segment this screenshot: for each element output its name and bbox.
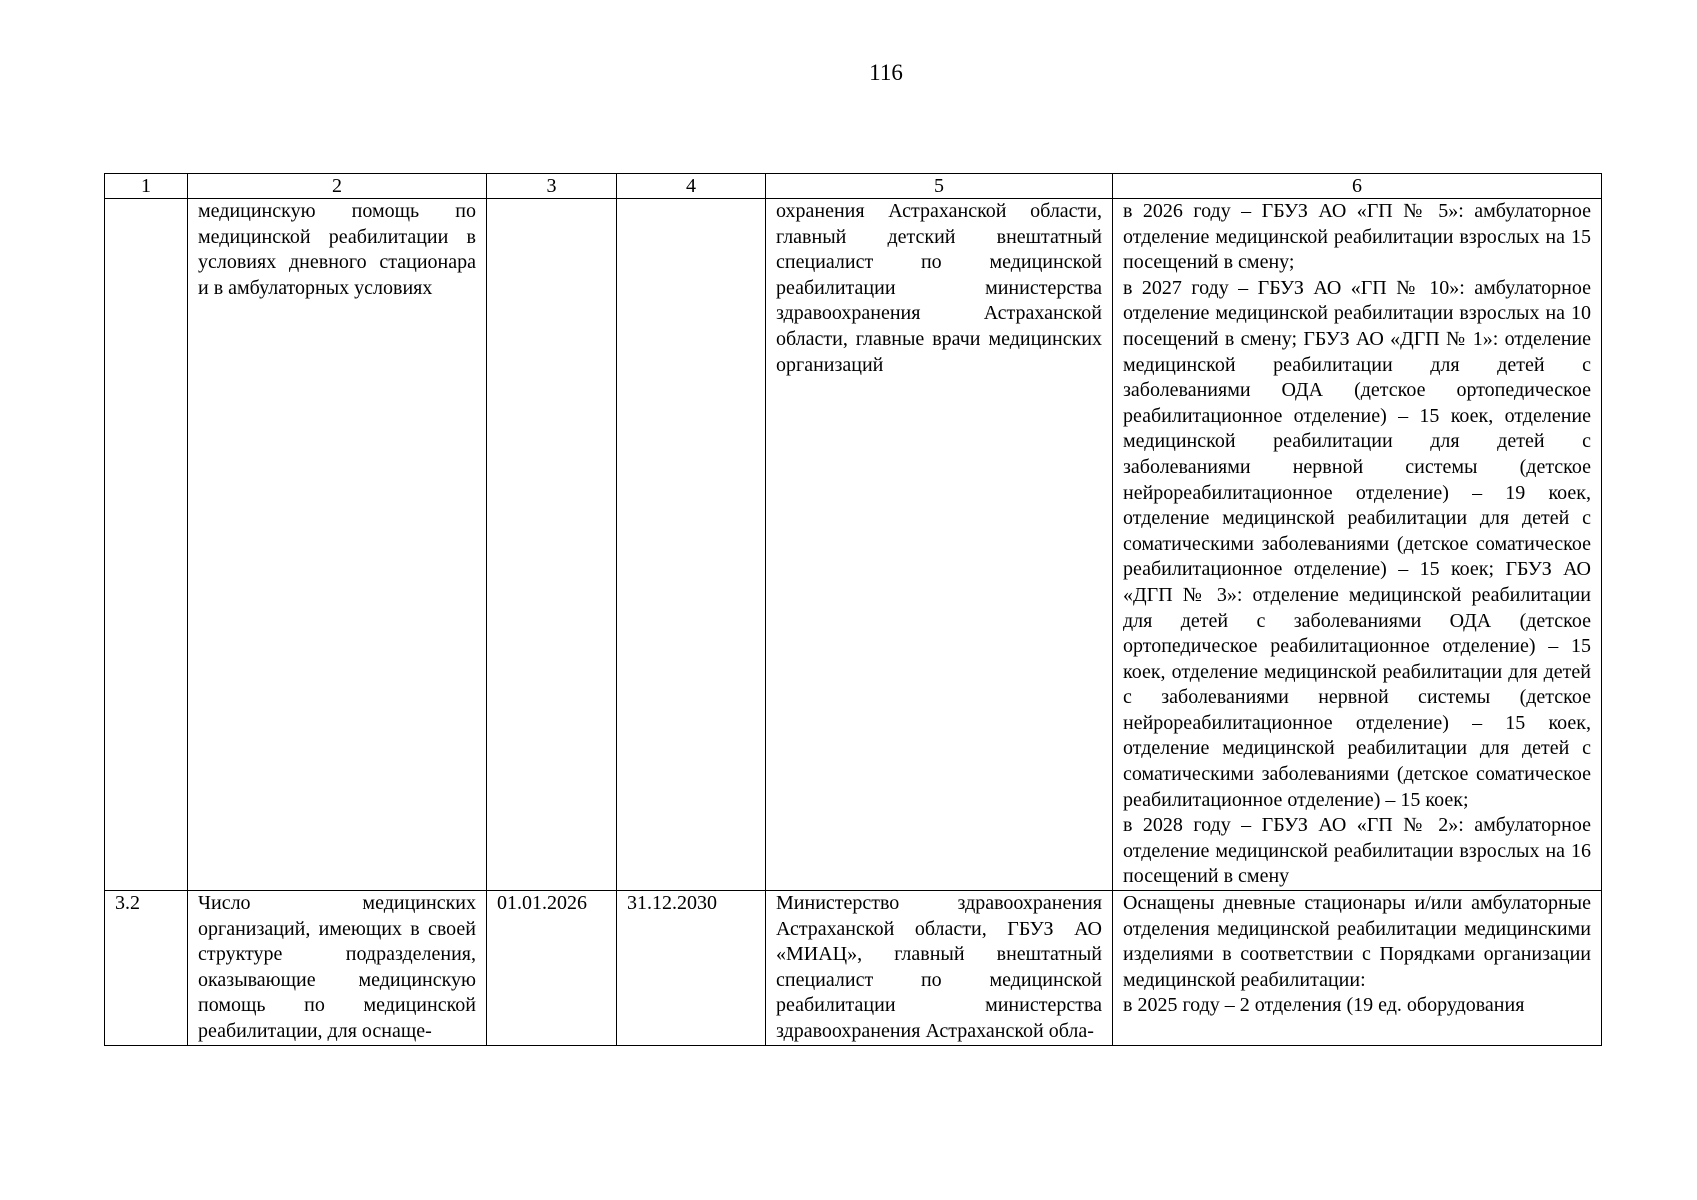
table-header-row: [105, 174, 1602, 199]
end-date-cell: 31.12.2030: [617, 891, 766, 1046]
measure-name-cell: Число медицинских организаций, имеющих в своей структуре подразделения, оказывающие медицинскую помощь по медицинской реабилитации, для оснаще-: [188, 891, 487, 1046]
result-paragraph: в 2028 году – ГБУЗ АО «ГП № 2»: амбулаторное отделение медицинской реабилитации взрослых на 16 посещений в смену: [1123, 814, 1591, 888]
start-date-cell: [487, 199, 617, 891]
result-paragraph: в 2026 году – ГБУЗ АО «ГП № 5»: амбулаторное отделение медицинской реабилитации взрослых на 15 посещений в смену;: [1123, 200, 1591, 274]
result-cell: [1113, 891, 1602, 1046]
end-date-cell: [617, 199, 766, 891]
responsible-cell: охранения Астраханской области, главный детский внештатный специалист по медицинской реабилитации министерства здравоохранения Астраханской области, главные врачи медицинских организаций: [766, 199, 1113, 891]
column-header-5: 5: [766, 174, 1113, 199]
column-header-6: 6: [1113, 174, 1602, 199]
row-number-cell: [105, 199, 188, 891]
plan-table: [104, 173, 1602, 1046]
row-number-cell: 3.2: [105, 891, 188, 1046]
measure-name-cell: медицинскую помощь по медицинской реабилитации в условиях дневного стационара и в амбулаторных условиях: [188, 199, 487, 891]
result-cell: [1113, 199, 1602, 891]
result-paragraph: в 2027 году – ГБУЗ АО «ГП № 10»: амбулаторное отделение медицинской реабилитации взрослых на 10 посещений в смену; ГБУЗ АО «ДГП № 1»: отделение медицинской реабилитации для детей с заболеваниями ОДА (детское ортопедическое реабилитационное отделение) – 15 коек, отделение медицинской реабилитации для детей с заболеваниями нервной системы (детское нейрореабилитационное отделение) – 19 коек, отделение медицинской реабилитации для детей с соматическими заболеваниями (детское соматическое реабилитационное отделение) – 15 коек; ГБУЗ АО «ДГП № 3»: отделение медицинской реабилитации для детей с заболеваниями ОДА (детское ортопедическое реабилитационное отделение) – 15 коек, отделение медицинской реабилитации для детей с заболеваниями нервной системы (детское нейрореабилитационное отделение) – 15 коек, отделение медицинской реабилитации для детей с соматическими заболеваниями (детское соматическое реабилитационное отделение) – 15 коек;: [1123, 276, 1591, 811]
column-header-2: 2: [188, 174, 487, 199]
page-number: 116: [869, 60, 903, 85]
column-header-1: 1: [105, 174, 188, 199]
table-row: [105, 891, 1602, 1046]
column-header-4: 4: [617, 174, 766, 199]
result-paragraph: Оснащены дневные стационары и/или амбулаторные отделения медицинской реабилитации медицинскими изделиями в соответствии с Порядками организации медицинской реабилитации:: [1123, 892, 1591, 991]
table-row: [105, 199, 1602, 891]
column-header-3: 3: [487, 174, 617, 199]
responsible-cell: Министерство здравоохранения Астраханской области, ГБУЗ АО «МИАЦ», главный внештатный специалист по медицинской реабилитации министерства здравоохранения Астраханской обла-: [766, 891, 1113, 1046]
start-date-cell: 01.01.2026: [487, 891, 617, 1046]
result-paragraph: в 2025 году – 2 отделения (19 ед. оборудования: [1123, 994, 1525, 1017]
